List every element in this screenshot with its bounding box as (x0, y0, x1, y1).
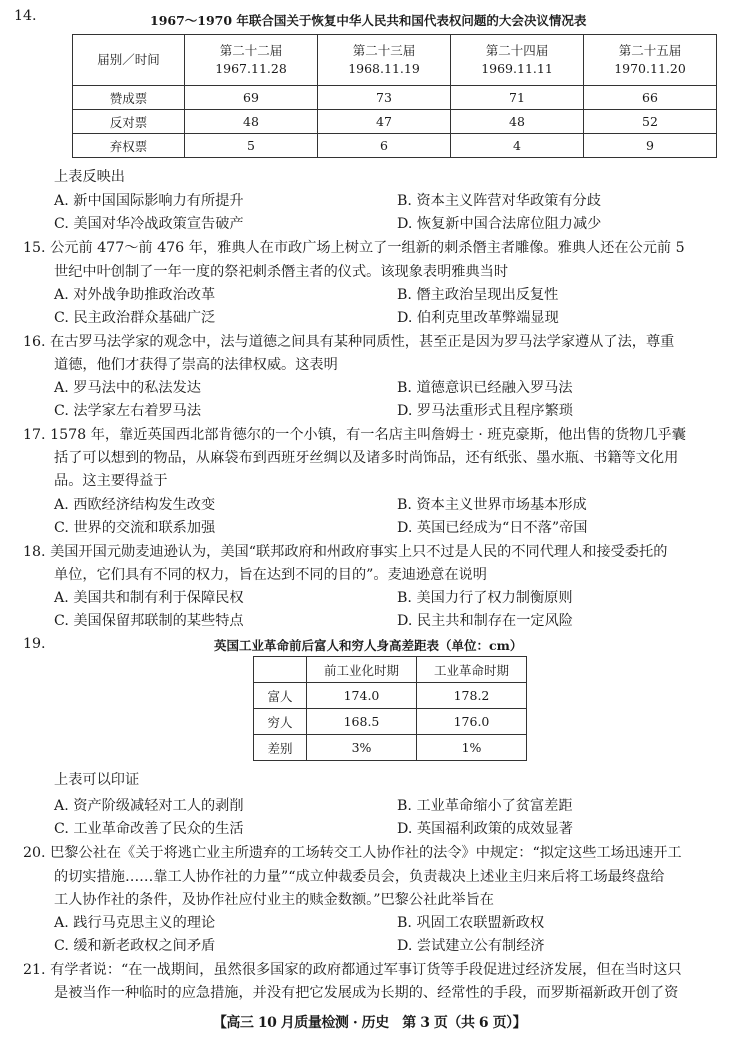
table-cell: 71 (451, 86, 584, 110)
q14-option-b[interactable]: B. 资本主义阵营对华政策有分歧 (397, 193, 601, 209)
q17-option-b[interactable]: B. 资本主义世界市场基本形成 (397, 497, 587, 513)
q16-line-1: 16. 在古罗马法学家的观念中，法与道德之间具有某种同质性，甚至正是因为罗马法学家遵从了法，尊重 (23, 334, 675, 350)
q18-option-d[interactable]: D. 民主共和制存在一定风险 (397, 613, 573, 629)
q18-option-a[interactable]: A. 美国共和制有利于保障民权 (54, 590, 244, 606)
table-row (73, 110, 717, 134)
q16-option-b[interactable]: B. 道德意识已经融入罗马法 (397, 380, 573, 396)
table-cell: 48 (451, 110, 584, 134)
table-row (254, 683, 527, 709)
table-row (73, 86, 717, 110)
q14-header-col: 第二十二届 1967.11.28 (185, 35, 318, 86)
q17-option-a[interactable]: A. 西欧经济结构发生改变 (54, 497, 216, 513)
q14-stem: 上表反映出 (54, 169, 125, 185)
q16-option-a[interactable]: A. 罗马法中的私法发达 (54, 380, 201, 396)
page-footer: 【高三 10 月质量检测 · 历史 第 3 页（共 6 页）】 (212, 1015, 527, 1031)
q18-option-c[interactable]: C. 美国保留邦联制的某些特点 (54, 613, 244, 629)
q17-option-d[interactable]: D. 英国已经成为“日不落”帝国 (397, 520, 588, 536)
q17-option-c[interactable]: C. 世界的交流和联系加强 (54, 520, 216, 536)
row-label: 反对票 (73, 110, 185, 134)
q14-header-col: 第二十四届 1969.11.11 (451, 35, 584, 86)
question-19-number: 19. (23, 636, 46, 652)
table-cell: 66 (584, 86, 717, 110)
q15-option-b[interactable]: B. 僭主政治呈现出反复性 (397, 287, 559, 303)
question-14-number: 14. (14, 8, 37, 24)
table-cell: 176.0 (417, 709, 527, 735)
q14-vote-table (72, 34, 717, 158)
q14-table-caption: 1967～1970 年联合国关于恢复中华人民共和国代表权问题的大会决议情况表 (150, 13, 587, 28)
q15-option-d[interactable]: D. 伯利克里改革弊端显现 (397, 310, 559, 326)
table-row (254, 657, 527, 683)
q20-option-b[interactable]: B. 巩固工农联盟新政权 (397, 915, 545, 931)
q15-line-2: 世纪中叶创制了一年一度的祭祀刺杀僭主者的仪式。该现象表明雅典当时 (54, 264, 509, 280)
table-cell: 5 (185, 134, 318, 158)
table-row (73, 134, 717, 158)
table-cell: 4 (451, 134, 584, 158)
q19-option-a[interactable]: A. 资产阶级减轻对工人的剥削 (54, 798, 244, 814)
table-cell: 174.0 (307, 683, 417, 709)
q17-line-2: 括了可以想到的物品，从麻袋布到西班牙丝绸以及诸多时尚饰品，还有纸张、墨水瓶、书籍等文化用 (54, 450, 679, 466)
q16-line-2: 道德，他们才获得了崇高的法律权威。这表明 (54, 357, 338, 373)
q14-option-c[interactable]: C. 美国对华冷战政策宣告破产 (54, 216, 244, 232)
table-row (254, 709, 527, 735)
q14-option-a[interactable]: A. 新中国国际影响力有所提升 (54, 193, 244, 209)
q19-option-c[interactable]: C. 工业革命改善了民众的生活 (54, 821, 244, 837)
q16-option-c[interactable]: C. 法学家左右着罗马法 (54, 403, 202, 419)
q20-option-d[interactable]: D. 尝试建立公有制经济 (397, 938, 545, 954)
q21-line-1: 21. 有学者说：“在一战期间，虽然很多国家的政府都通过军事订货等手段促进过经济发展，但在当时这只 (23, 962, 682, 978)
q20-line-1: 20. 巴黎公社在《关于将逃亡业主所遗弃的工场转交工人协作社的法令》中规定：“拟定这些工场迅速开工 (23, 845, 682, 861)
q19-stem: 上表可以印证 (54, 772, 140, 788)
q14-header-label: 届别／时间 (73, 35, 185, 86)
q15-line-1: 15. 公元前 477～前 476 年，雅典人在市政广场上树立了一组新的刺杀僭主者雕像。雅典人还在公元前 5 (23, 240, 685, 256)
row-label: 穷人 (254, 709, 307, 735)
table-cell: 168.5 (307, 709, 417, 735)
q19-height-table (253, 656, 527, 761)
q17-line-3: 品。这主要得益于 (54, 473, 168, 489)
table-cell: 6 (318, 134, 451, 158)
table-cell: 9 (584, 134, 717, 158)
q20-line-2: 的切实措施……靠工人协作社的力量”“成立仲裁委员会，负责裁决上述业主归来后将工场最终盘给 (54, 869, 665, 885)
table-cell: 69 (185, 86, 318, 110)
table-header-cell: 工业革命时期 (417, 657, 527, 683)
corner-cell (254, 657, 307, 683)
q14-header-col: 第二十五届 1970.11.20 (584, 35, 717, 86)
q19-table-caption: 英国工业革命前后富人和穷人身高差距表（单位：cm） (214, 638, 523, 653)
q19-option-d[interactable]: D. 英国福利政策的成效显著 (397, 821, 573, 837)
q20-option-a[interactable]: A. 践行马克思主义的理论 (54, 915, 216, 931)
table-cell: 73 (318, 86, 451, 110)
table-cell: 3% (307, 735, 417, 761)
table-cell: 48 (185, 110, 318, 134)
q18-line-2: 单位，它们具有不同的权力，旨在达到不同的目的”。麦迪逊意在说明 (54, 567, 487, 583)
q20-option-c[interactable]: C. 缓和新老政权之间矛盾 (54, 938, 216, 954)
row-label: 差别 (254, 735, 307, 761)
table-row (254, 735, 527, 761)
q20-line-3: 工人协作社的条件，及协作社应付业主的赎金数额。”巴黎公社此举旨在 (54, 892, 494, 908)
q15-option-a[interactable]: A. 对外战争助推政治改革 (54, 287, 216, 303)
table-cell: 1% (417, 735, 527, 761)
table-cell: 47 (318, 110, 451, 134)
q19-option-b[interactable]: B. 工业革命缩小了贫富差距 (397, 798, 573, 814)
q18-line-1: 18. 美国开国元勋麦迪逊认为，美国“联邦政府和州政府事实上只不过是人民的不同代理人和接受委托的 (23, 544, 668, 560)
table-header-cell: 前工业化时期 (307, 657, 417, 683)
row-label: 赞成票 (73, 86, 185, 110)
q18-option-b[interactable]: B. 美国力行了权力制衡原则 (397, 590, 573, 606)
row-label: 弃权票 (73, 134, 185, 158)
table-cell: 52 (584, 110, 717, 134)
q14-header-col: 第二十三届 1968.11.19 (318, 35, 451, 86)
q21-line-2: 是被当作一种临时的应急措施，并没有把它发展成为长期的、经常性的手段，而罗斯福新政开创了资 (54, 985, 679, 1001)
q15-option-c[interactable]: C. 民主政治群众基础广泛 (54, 310, 216, 326)
q16-option-d[interactable]: D. 罗马法重形式且程序繁琐 (397, 403, 573, 419)
q14-option-d[interactable]: D. 恢复新中国合法席位阻力减少 (397, 216, 602, 232)
q17-line-1: 17. 1578 年，靠近英国西北部肯德尔的一个小镇，有一名店主叫詹姆士 · 班克豪斯，他出售的货物几乎囊 (23, 427, 686, 443)
row-label: 富人 (254, 683, 307, 709)
table-cell: 178.2 (417, 683, 527, 709)
